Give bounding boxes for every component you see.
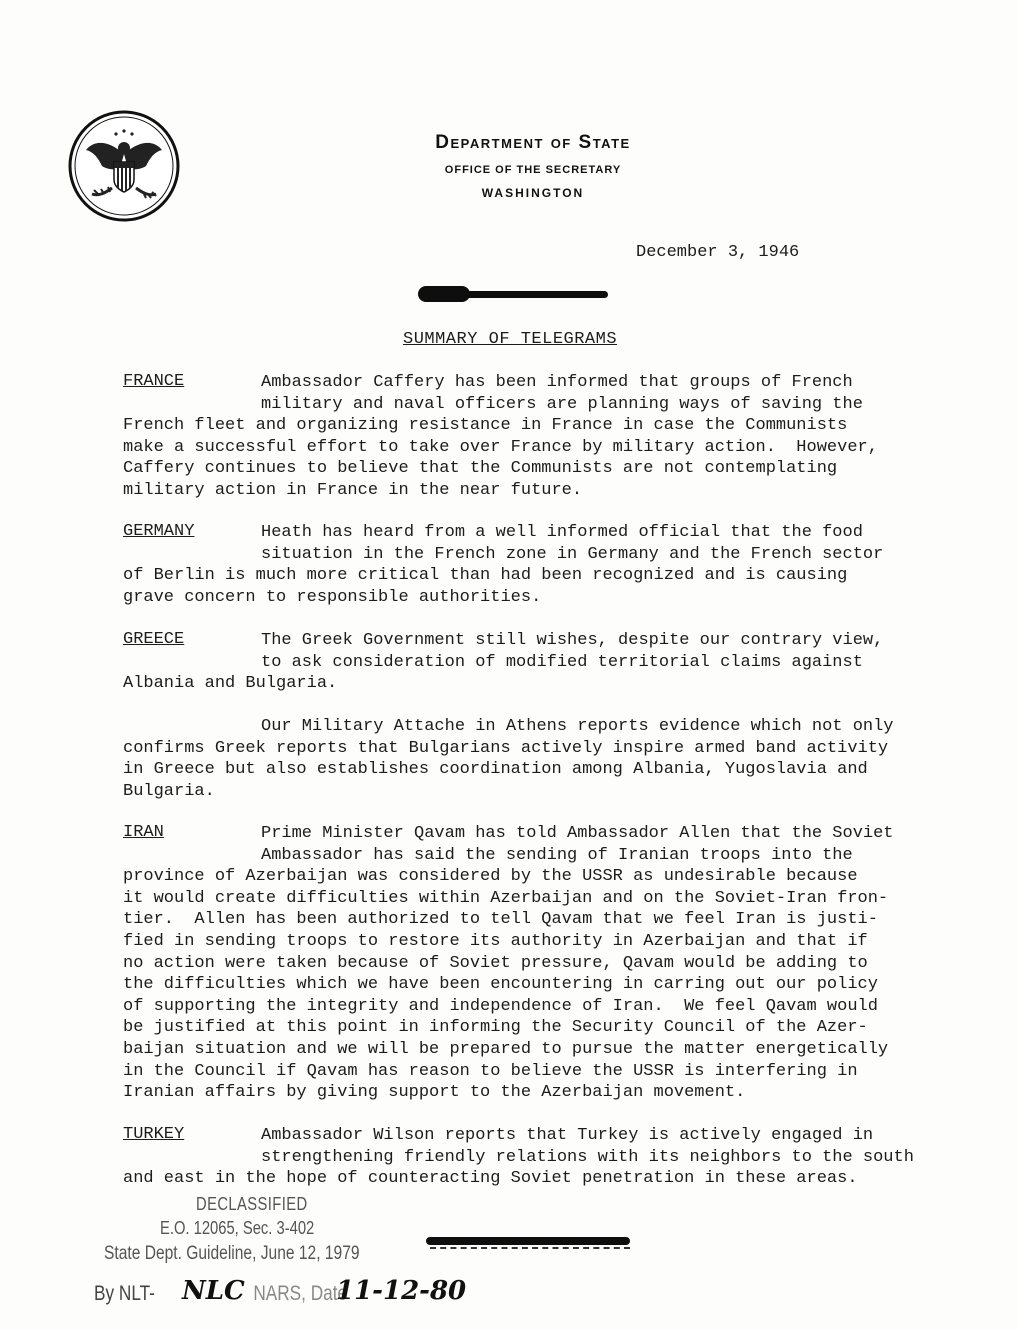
section-line: Ambassador has said the sending of Iranian troops into the <box>261 845 853 865</box>
section-germany <box>123 522 953 608</box>
section-line: tier. Allen has been authorized to tell Qavam that we feel Iran is justi- <box>123 910 878 930</box>
document-date: December 3, 1946 <box>636 243 800 262</box>
section-line: Iranian affairs by giving support to the Azerbaijan movement. <box>123 1083 746 1103</box>
section-line: grave concern to responsible authorities. <box>123 587 542 607</box>
department-seal-icon <box>68 110 180 222</box>
letterhead-office: OFFICE OF THE SECRETARY <box>444 164 622 176</box>
section-line: situation in the French zone in Germany and the French sector <box>261 544 884 564</box>
section-line: make a successful effort to take over France by military action. However, <box>123 437 878 457</box>
section-line: Albania and Bulgaria. <box>123 674 338 694</box>
letterhead-city: WASHINGTON <box>481 186 585 200</box>
section-line: province of Azerbaijan was considered by the USSR as undesirable because <box>123 867 858 887</box>
section-line: be justified at this point in informing the Security Council of the Azer- <box>123 1018 868 1038</box>
section-line: French fleet and organizing resistance in France in case the Communists <box>123 416 848 436</box>
section-label-turkey: TURKEY <box>123 1125 185 1144</box>
section-line: Bulgaria. <box>123 781 215 801</box>
stamp-executive-order: E.O. 12065, Sec. 3-402 <box>160 1218 315 1238</box>
section-iran <box>123 823 953 1104</box>
document-heading: SUMMARY OF TELEGRAMS <box>403 330 618 349</box>
section-line: fied in sending troops to restore its authority in Azerbaijan and that if <box>123 931 868 951</box>
section-line: Our Military Attache in Athens reports evidence which not only <box>261 717 894 736</box>
redacted-classification-bottom <box>424 1232 636 1254</box>
section-line: in the Council if Qavam has reason to believe the USSR is interfering in <box>123 1061 858 1081</box>
section-line: in Greece but also establishes coordination among Albania, Yugoslavia and <box>123 760 868 780</box>
section-line: military and naval officers are planning ways of saving the <box>261 394 863 414</box>
section-line: it would create difficulties within Azerbaijan and on the Soviet-Iran fron- <box>123 888 889 908</box>
section-label-iran: IRAN <box>123 823 164 842</box>
section-line: baijan situation and we will be prepared to pursue the matter energetically <box>123 1039 889 1059</box>
section-france <box>123 372 953 502</box>
section-label-france: FRANCE <box>123 372 185 391</box>
section-turkey <box>123 1125 953 1190</box>
section-line: Heath has heard from a well informed official that the food <box>261 523 863 542</box>
section-line: Caffery continues to believe that the Communists are not contemplating <box>123 459 838 479</box>
redacted-classification-top <box>398 282 610 304</box>
section-line: Prime Minister Qavam has told Ambassador Allen that the Soviet <box>261 824 894 843</box>
stamp-declassified: DECLASSIFIED <box>196 1194 308 1214</box>
section-line: of Berlin is much more critical than had been recognized and is causing <box>123 566 848 586</box>
section-line: and east in the hope of counteracting Soviet penetration in these areas. <box>123 1169 858 1189</box>
section-line: strengthening friendly relations with its neighbors to the south <box>261 1147 914 1167</box>
section-label-germany: GERMANY <box>123 522 195 541</box>
section-line: The Greek Government still wishes, despite our contrary view, <box>261 631 884 650</box>
section-line: Ambassador Wilson reports that Turkey is actively engaged in <box>261 1126 874 1145</box>
section-line: of supporting the integrity and independence of Iran. We feel Qavam would <box>123 996 878 1016</box>
section-greece-paragraph-2 <box>123 716 953 802</box>
section-line: to ask consideration of modified territorial claims against <box>261 652 863 672</box>
section-label-greece: GREECE <box>123 630 185 649</box>
section-line: the difficulties which we have been encountering in carring out our policy <box>123 975 878 995</box>
letterhead <box>330 132 736 200</box>
section-line: Ambassador Caffery has been informed that groups of French <box>261 373 853 392</box>
handwritten-initials: NLC <box>182 1276 245 1306</box>
section-line: military action in France in the near future. <box>123 480 583 500</box>
section-greece <box>123 630 953 695</box>
section-line: no action were taken because of Soviet pressure, Qavam would be adding to <box>123 953 868 973</box>
letterhead-department: Department of State <box>435 132 631 153</box>
stamp-by-prefix: By NLT- <box>94 1282 155 1305</box>
stamp-guideline: State Dept. Guideline, June 12, 1979 <box>104 1243 360 1264</box>
handwritten-date: 11-12-80 <box>336 1276 467 1306</box>
stamp-nars: NARS, Date <box>253 1282 348 1305</box>
section-line: confirms Greek reports that Bulgarians actively inspire armed band activity <box>123 738 889 758</box>
